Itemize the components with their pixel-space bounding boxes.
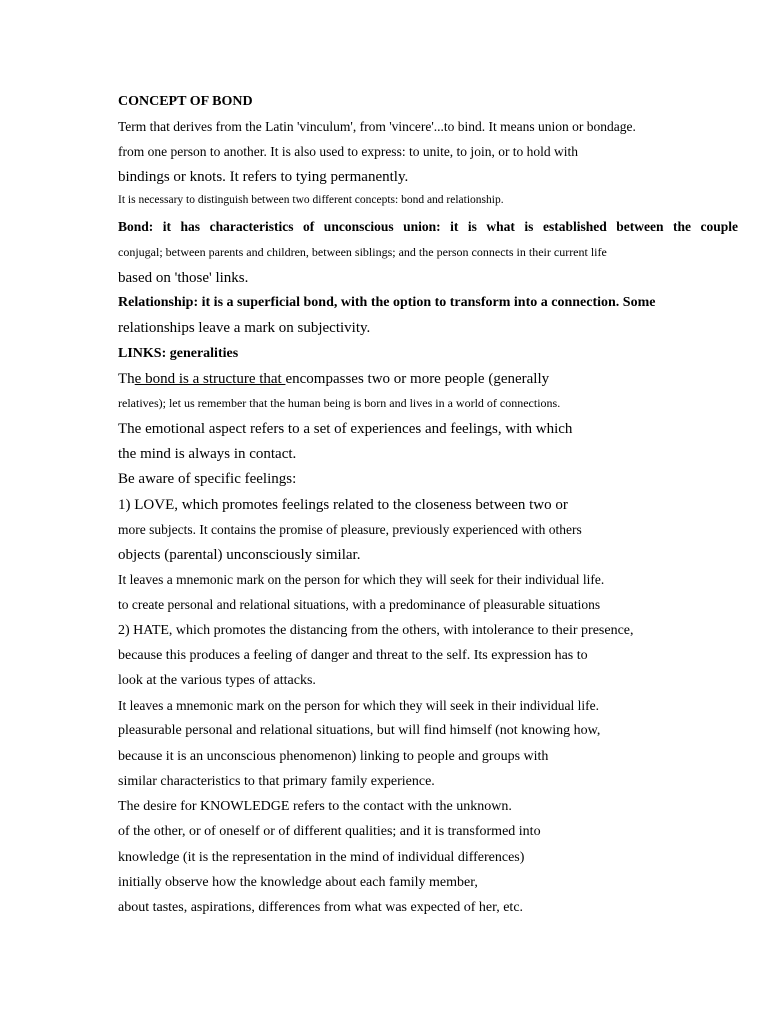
text-line: to create personal and relational situations, with a predominance of pleasurable situations bbox=[118, 597, 601, 612]
text-line: initially observe how the knowledge about each family member, bbox=[118, 875, 478, 890]
text-line: Term that derives from the Latin 'vinculum', from 'vincere'...to bind. It means union or bondage. bbox=[118, 119, 636, 134]
text-line: It leaves a mnemonic mark on the person for which they will seek in their individual life. bbox=[118, 698, 599, 713]
text-line: 1) LOVE, which promotes feelings related to the closeness between two or bbox=[118, 497, 568, 513]
text-line: from one person to another. It is also used to express: to unite, to join, or to hold with bbox=[118, 144, 579, 159]
text-line: about tastes, aspirations, differences from what was expected of her, etc. bbox=[118, 900, 524, 915]
text-line: It leaves a mnemonic mark on the person for which they will seek for their individual life. bbox=[118, 572, 605, 587]
document-title: CONCEPT OF BOND bbox=[118, 94, 253, 109]
text-line: bindings or knots. It refers to tying permanently. bbox=[118, 169, 409, 185]
text-line: look at the various types of attacks. bbox=[118, 673, 316, 688]
links-heading: LINKS: generalities bbox=[118, 346, 239, 361]
text-line: the mind is always in contact. bbox=[118, 446, 297, 462]
relationship-definition-line: Relationship: it is a superficial bond, with the option to transform into a connection. Some bbox=[118, 295, 656, 310]
text-line: conjugal; between parents and children, between siblings; and the person connects in their current life bbox=[118, 245, 607, 259]
text-line-start: Th bbox=[118, 371, 135, 387]
text-line: because it is an unconscious phenomenon) linking to people and groups with bbox=[118, 749, 549, 764]
text-line: similar characteristics to that primary family experience. bbox=[118, 774, 435, 789]
text-line: relationships leave a mark on subjectivity. bbox=[118, 320, 371, 336]
text-line: knowledge (it is the representation in the mind of individual differences) bbox=[118, 850, 525, 865]
text-line-end: encompasses two or more people (generally bbox=[285, 371, 550, 387]
text-line: because this produces a feeling of danger and threat to the self. Its expression has to bbox=[118, 648, 588, 663]
text-line: objects (parental) unconsciously similar. bbox=[118, 547, 361, 563]
text-line: Be aware of specific feelings: bbox=[118, 471, 297, 487]
underlined-phrase: e bond is a structure that bbox=[134, 371, 286, 387]
text-line: based on 'those' links. bbox=[118, 270, 249, 286]
text-line: relatives); let us remember that the human being is born and lives in a world of connections. bbox=[118, 396, 561, 410]
bond-definition-line: Bond: it has characteristics of unconscious union: it is what is established between the couple bbox=[118, 219, 738, 234]
text-line bbox=[118, 372, 549, 387]
text-line: 2) HATE, which promotes the distancing from the others, with intolerance to their presence, bbox=[118, 623, 634, 638]
text-line: The emotional aspect refers to a set of experiences and feelings, with which bbox=[118, 421, 573, 437]
text-line: It is necessary to distinguish between two different concepts: bond and relationship. bbox=[118, 194, 504, 206]
text-line: of the other, or of oneself or of different qualities; and it is transformed into bbox=[118, 824, 541, 839]
text-line: pleasurable personal and relational situations, but will find himself (not knowing how, bbox=[118, 723, 601, 738]
text-line: The desire for KNOWLEDGE refers to the contact with the unknown. bbox=[118, 799, 512, 814]
text-line: more subjects. It contains the promise of pleasure, previously experienced with others bbox=[118, 522, 582, 537]
